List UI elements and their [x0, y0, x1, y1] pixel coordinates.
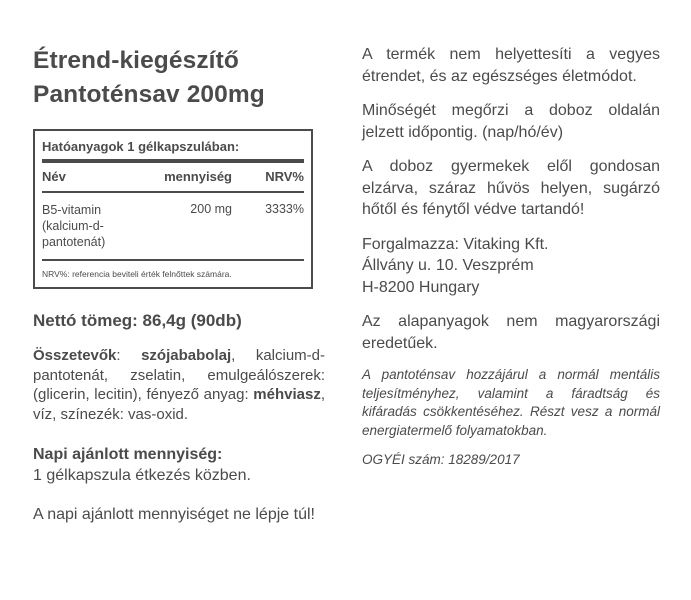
- row-nrv: 3333%: [265, 202, 304, 216]
- ingredients-label: Összetevők: [33, 347, 117, 364]
- storage-notice: A doboz gyermekek elől gondosan elzárva, száraz hűvös helyen, sugárzó hőtől és fénytől védve tartandó!: [362, 158, 660, 218]
- row-amount: 200 mg: [190, 202, 232, 216]
- ingredients: [33, 346, 325, 424]
- distributor: [362, 234, 660, 299]
- daily-dose-heading: Napi ajánlott mennyiség:: [33, 446, 223, 463]
- col-nrv-header: NRV%: [265, 169, 304, 184]
- origin-notice: Az alapanyagok nem magyarországi eredetűek.: [362, 313, 660, 352]
- right-column: [362, 44, 660, 467]
- table-heading: Hatóanyagok 1 gélkapszulában:: [42, 131, 304, 163]
- dose-warning: A napi ajánlott mennyiséget ne lépje túl!: [33, 506, 315, 523]
- best-before-notice: Minőségét megőrzi a doboz oldalán jelzett időpontig. (nap/hó/év): [362, 102, 660, 141]
- nutrition-table: [33, 129, 313, 289]
- col-amount-header: mennyiség: [164, 169, 232, 184]
- ingredient-beeswax: méhviasz: [253, 386, 321, 403]
- ingredients-part1: , kalcium-d-pantotenát, zselatin, emulgeálószerek: (glicerin, lecitin), fényező anyag:: [33, 347, 325, 403]
- row-name-sub: (kalcium-d-pantotenát): [42, 219, 106, 249]
- ogyei-number: OGYÉI szám: 18289/2017: [362, 452, 520, 467]
- col-name-header: Név: [42, 169, 66, 184]
- health-claim: A pantoténsav hozzájárul a normál mentális teljesítményhez, valamint a fáradtság és kifáradás csökkentéséhez. Részt vesz a normál energiatermelő folyamatokban.: [362, 367, 660, 438]
- diet-notice: A termék nem helyettesíti a vegyes étrendet, és az egészséges életmódot.: [362, 46, 660, 85]
- ingredients-part2: , víz, színezék: vas-oxid.: [33, 386, 325, 423]
- table-row: [42, 193, 304, 261]
- title-line-2: Pantoténsav 200mg: [33, 81, 265, 108]
- daily-dose-text: 1 gélkapszula étkezés közben.: [33, 467, 251, 484]
- distributor-line-2: Állvány u. 10. Veszprém: [362, 257, 534, 274]
- product-title: [33, 44, 325, 112]
- net-weight: Nettó tömeg: 86,4g (90db): [33, 311, 242, 330]
- row-name: B5-vitamin: [42, 203, 102, 217]
- distributor-line-1: Forgalmazza: Vitaking Kft.: [362, 235, 549, 253]
- distributor-line-3: H-8200 Hungary: [362, 278, 480, 296]
- title-line-1: Étrend-kiegészítő: [33, 47, 239, 74]
- table-header-row: [42, 163, 304, 193]
- left-column: [33, 44, 325, 530]
- ingredients-sep: :: [116, 347, 142, 364]
- table-footnote: NRV%: referencia beviteli érték felnőttek számára.: [42, 269, 232, 279]
- ingredient-soy: szójababolaj: [141, 347, 232, 364]
- row-name-cell: [42, 202, 140, 250]
